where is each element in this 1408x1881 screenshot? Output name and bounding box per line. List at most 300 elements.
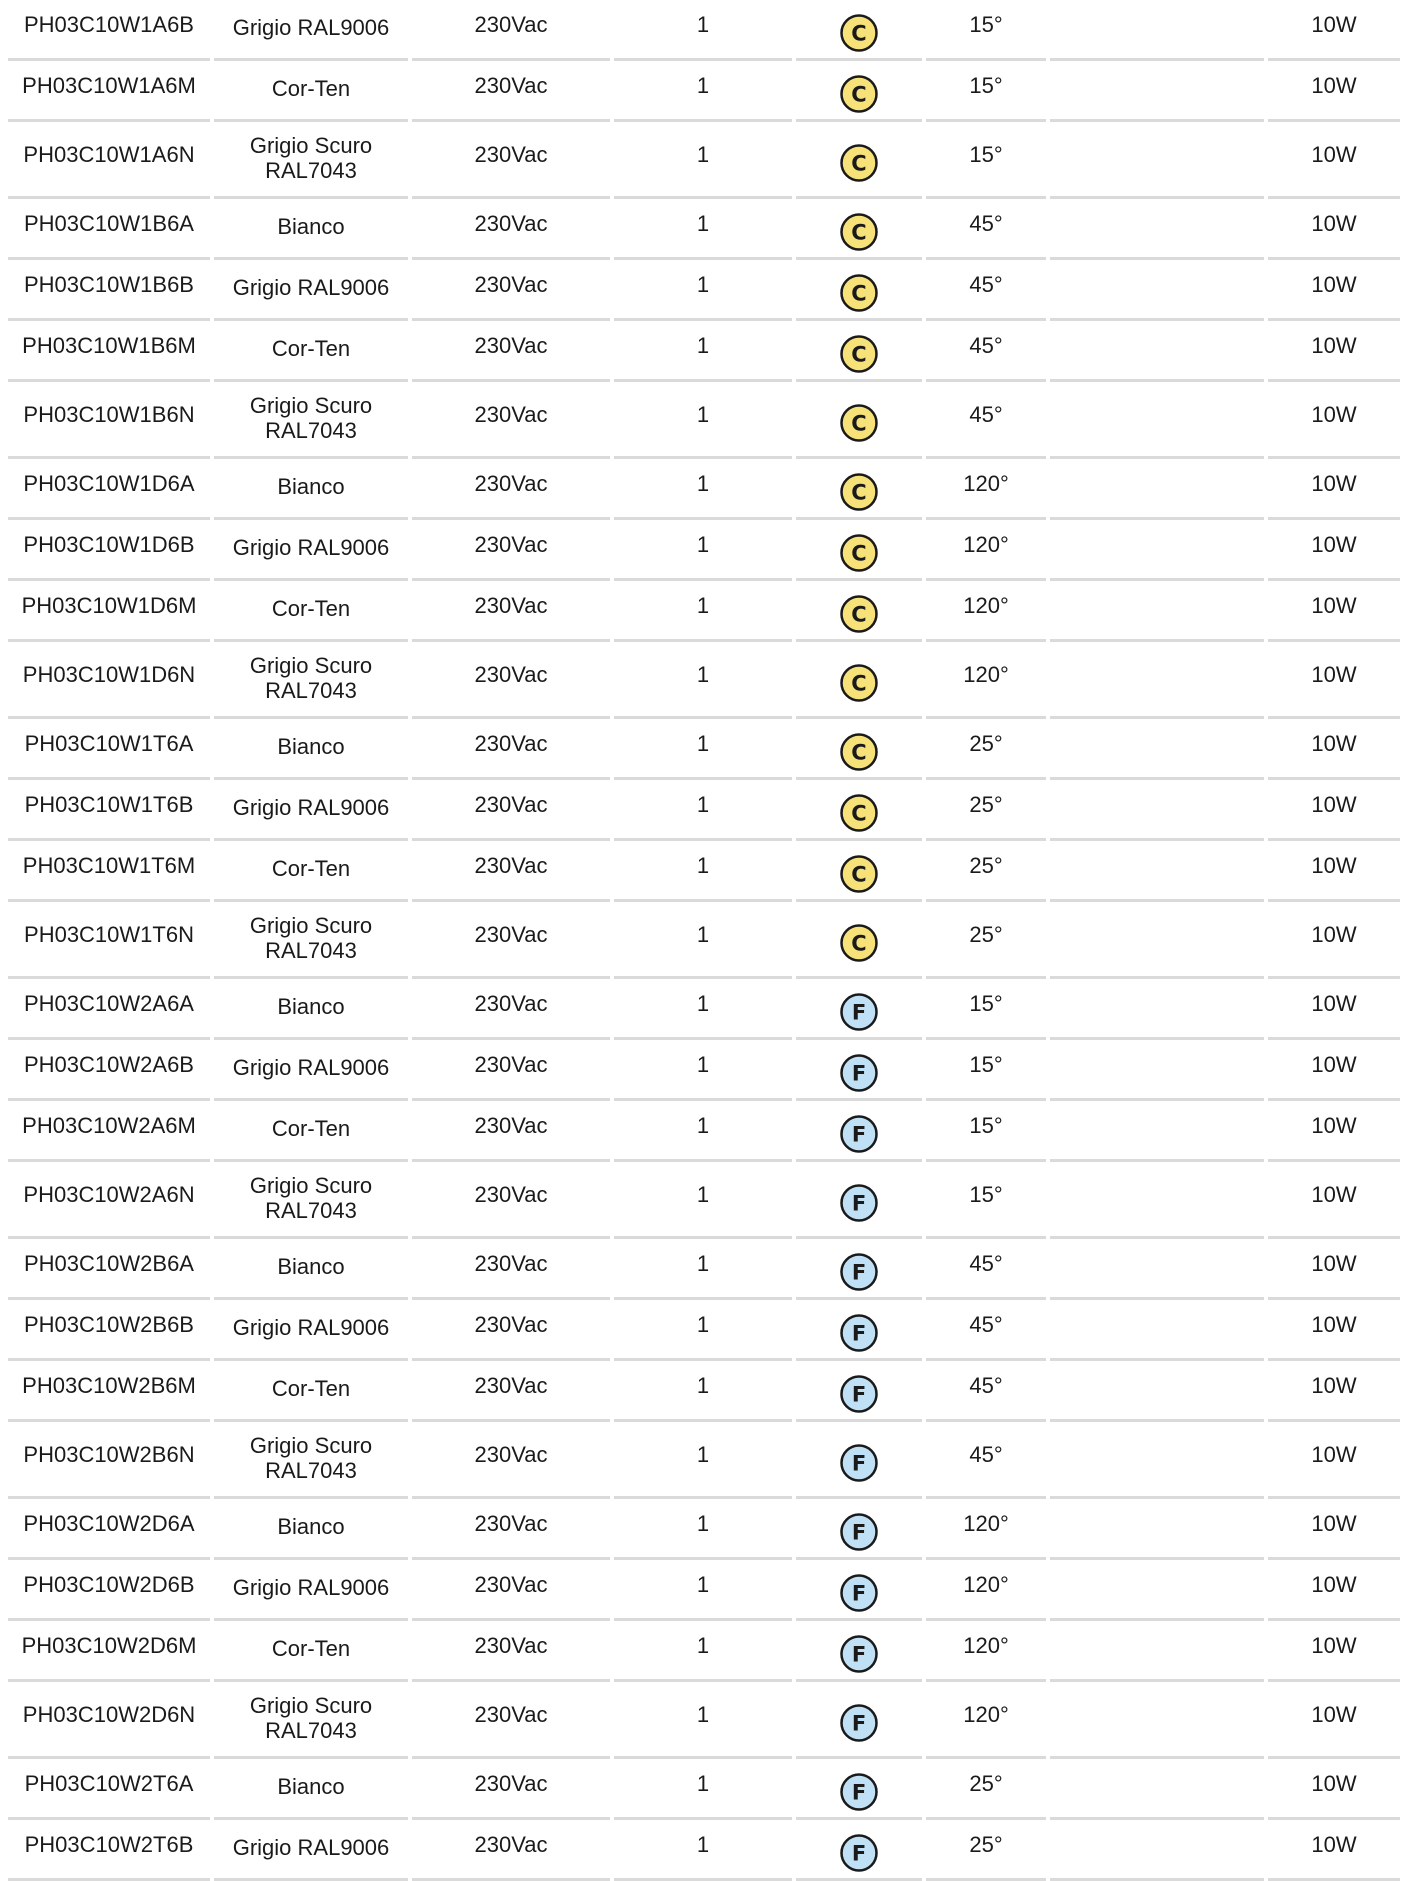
empty-cell bbox=[1050, 902, 1264, 979]
finish-color: Grigio RAL9006 bbox=[214, 1820, 408, 1881]
class-cell bbox=[796, 520, 922, 581]
svg-text:C: C bbox=[851, 342, 867, 367]
class-cell bbox=[796, 902, 922, 979]
product-code: PH03C10W2B6B bbox=[8, 1300, 210, 1361]
class-f-badge-icon bbox=[839, 1833, 879, 1873]
power: 10W bbox=[1268, 1239, 1400, 1300]
beam-angle: 45° bbox=[926, 1239, 1046, 1300]
quantity: 1 bbox=[614, 520, 792, 581]
product-code: PH03C10W1T6A bbox=[8, 719, 210, 780]
svg-text:F: F bbox=[851, 1642, 867, 1667]
empty-cell bbox=[1050, 260, 1264, 321]
svg-text:C: C bbox=[851, 151, 867, 176]
voltage: 230Vac bbox=[412, 520, 610, 581]
class-c-badge-icon bbox=[839, 793, 879, 833]
class-c-badge-icon bbox=[839, 533, 879, 573]
empty-cell bbox=[1050, 122, 1264, 199]
svg-text:F: F bbox=[851, 1520, 867, 1545]
beam-angle: 45° bbox=[926, 321, 1046, 382]
product-code: PH03C10W2B6A bbox=[8, 1239, 210, 1300]
finish-color: Bianco bbox=[214, 1239, 408, 1300]
svg-text:C: C bbox=[851, 82, 867, 107]
beam-angle: 25° bbox=[926, 1759, 1046, 1820]
table-row bbox=[0, 1422, 1408, 1499]
svg-text:F: F bbox=[851, 1841, 867, 1866]
power: 10W bbox=[1268, 1422, 1400, 1499]
quantity: 1 bbox=[614, 902, 792, 979]
class-c-badge-icon bbox=[839, 273, 879, 313]
beam-angle: 15° bbox=[926, 61, 1046, 122]
class-c-badge-icon bbox=[839, 212, 879, 252]
voltage: 230Vac bbox=[412, 1682, 610, 1759]
voltage: 230Vac bbox=[412, 1499, 610, 1560]
voltage: 230Vac bbox=[412, 1560, 610, 1621]
product-code: PH03C10W1D6N bbox=[8, 642, 210, 719]
product-code: PH03C10W2T6B bbox=[8, 1820, 210, 1881]
quantity: 1 bbox=[614, 321, 792, 382]
table-row bbox=[0, 1239, 1408, 1300]
empty-cell bbox=[1050, 0, 1264, 61]
class-c-badge-icon bbox=[839, 663, 879, 703]
class-f-badge-icon bbox=[839, 1183, 879, 1223]
power: 10W bbox=[1268, 1759, 1400, 1820]
finish-color: Cor-Ten bbox=[214, 61, 408, 122]
class-c-badge-icon bbox=[839, 143, 879, 183]
product-code: PH03C10W2B6M bbox=[8, 1361, 210, 1422]
empty-cell bbox=[1050, 1300, 1264, 1361]
power: 10W bbox=[1268, 719, 1400, 780]
product-code: PH03C10W1A6N bbox=[8, 122, 210, 199]
class-cell bbox=[796, 1300, 922, 1361]
quantity: 1 bbox=[614, 719, 792, 780]
svg-text:C: C bbox=[851, 281, 867, 306]
table-row bbox=[0, 0, 1408, 61]
class-cell bbox=[796, 1422, 922, 1499]
class-cell bbox=[796, 719, 922, 780]
class-f-badge-icon bbox=[839, 1114, 879, 1154]
finish-color: Grigio RAL9006 bbox=[214, 0, 408, 61]
empty-cell bbox=[1050, 382, 1264, 459]
beam-angle: 15° bbox=[926, 1101, 1046, 1162]
svg-text:C: C bbox=[851, 602, 867, 627]
power: 10W bbox=[1268, 459, 1400, 520]
quantity: 1 bbox=[614, 642, 792, 719]
power: 10W bbox=[1268, 1040, 1400, 1101]
quantity: 1 bbox=[614, 1499, 792, 1560]
empty-cell bbox=[1050, 1361, 1264, 1422]
voltage: 230Vac bbox=[412, 1300, 610, 1361]
class-cell bbox=[796, 382, 922, 459]
table-row bbox=[0, 1361, 1408, 1422]
svg-text:F: F bbox=[851, 1260, 867, 1285]
power: 10W bbox=[1268, 902, 1400, 979]
empty-cell bbox=[1050, 1560, 1264, 1621]
class-f-badge-icon bbox=[839, 1313, 879, 1353]
empty-cell bbox=[1050, 1239, 1264, 1300]
svg-text:F: F bbox=[851, 1382, 867, 1407]
beam-angle: 25° bbox=[926, 841, 1046, 902]
empty-cell bbox=[1050, 581, 1264, 642]
table-row bbox=[0, 199, 1408, 260]
class-cell bbox=[796, 979, 922, 1040]
class-cell bbox=[796, 199, 922, 260]
quantity: 1 bbox=[614, 1560, 792, 1621]
quantity: 1 bbox=[614, 61, 792, 122]
class-cell bbox=[796, 122, 922, 199]
class-cell bbox=[796, 1621, 922, 1682]
beam-angle: 15° bbox=[926, 0, 1046, 61]
quantity: 1 bbox=[614, 841, 792, 902]
svg-text:C: C bbox=[851, 411, 867, 436]
finish-color: Cor-Ten bbox=[214, 1361, 408, 1422]
table-row bbox=[0, 122, 1408, 199]
product-code: PH03C10W1B6B bbox=[8, 260, 210, 321]
product-code: PH03C10W1T6M bbox=[8, 841, 210, 902]
voltage: 230Vac bbox=[412, 1162, 610, 1239]
quantity: 1 bbox=[614, 1300, 792, 1361]
product-code: PH03C10W2D6M bbox=[8, 1621, 210, 1682]
quantity: 1 bbox=[614, 0, 792, 61]
power: 10W bbox=[1268, 61, 1400, 122]
power: 10W bbox=[1268, 1162, 1400, 1239]
voltage: 230Vac bbox=[412, 1422, 610, 1499]
product-code: PH03C10W2A6M bbox=[8, 1101, 210, 1162]
product-code: PH03C10W1B6A bbox=[8, 199, 210, 260]
voltage: 230Vac bbox=[412, 719, 610, 780]
table-row bbox=[0, 780, 1408, 841]
power: 10W bbox=[1268, 1560, 1400, 1621]
beam-angle: 120° bbox=[926, 1682, 1046, 1759]
product-code: PH03C10W1D6B bbox=[8, 520, 210, 581]
svg-text:C: C bbox=[851, 801, 867, 826]
beam-angle: 15° bbox=[926, 979, 1046, 1040]
table-row bbox=[0, 902, 1408, 979]
class-cell bbox=[796, 1361, 922, 1422]
power: 10W bbox=[1268, 260, 1400, 321]
beam-angle: 25° bbox=[926, 780, 1046, 841]
class-cell bbox=[796, 581, 922, 642]
empty-cell bbox=[1050, 1682, 1264, 1759]
quantity: 1 bbox=[614, 382, 792, 459]
quantity: 1 bbox=[614, 1759, 792, 1820]
class-f-badge-icon bbox=[839, 1053, 879, 1093]
voltage: 230Vac bbox=[412, 1820, 610, 1881]
class-f-badge-icon bbox=[839, 992, 879, 1032]
class-cell bbox=[796, 0, 922, 61]
finish-color: Grigio Scuro RAL7043 bbox=[214, 1422, 408, 1499]
class-cell bbox=[796, 1759, 922, 1820]
quantity: 1 bbox=[614, 780, 792, 841]
class-c-badge-icon bbox=[839, 854, 879, 894]
beam-angle: 120° bbox=[926, 459, 1046, 520]
finish-color: Grigio RAL9006 bbox=[214, 1300, 408, 1361]
product-code: PH03C10W2T6A bbox=[8, 1759, 210, 1820]
svg-text:C: C bbox=[851, 480, 867, 505]
finish-color: Grigio Scuro RAL7043 bbox=[214, 122, 408, 199]
beam-angle: 45° bbox=[926, 1422, 1046, 1499]
class-c-badge-icon bbox=[839, 594, 879, 634]
table-row bbox=[0, 260, 1408, 321]
table-row bbox=[0, 1759, 1408, 1820]
table-row bbox=[0, 61, 1408, 122]
power: 10W bbox=[1268, 199, 1400, 260]
empty-cell bbox=[1050, 780, 1264, 841]
product-code: PH03C10W1D6A bbox=[8, 459, 210, 520]
product-code: PH03C10W2D6A bbox=[8, 1499, 210, 1560]
svg-text:F: F bbox=[851, 1780, 867, 1805]
svg-text:C: C bbox=[851, 21, 867, 46]
beam-angle: 45° bbox=[926, 1361, 1046, 1422]
empty-cell bbox=[1050, 1621, 1264, 1682]
class-cell bbox=[796, 1560, 922, 1621]
power: 10W bbox=[1268, 382, 1400, 459]
finish-color: Bianco bbox=[214, 199, 408, 260]
voltage: 230Vac bbox=[412, 1101, 610, 1162]
product-code: PH03C10W1T6B bbox=[8, 780, 210, 841]
table-row bbox=[0, 1560, 1408, 1621]
finish-color: Bianco bbox=[214, 1759, 408, 1820]
finish-color: Grigio RAL9006 bbox=[214, 1560, 408, 1621]
finish-color: Bianco bbox=[214, 719, 408, 780]
power: 10W bbox=[1268, 1101, 1400, 1162]
table-row bbox=[0, 719, 1408, 780]
voltage: 230Vac bbox=[412, 780, 610, 841]
class-f-badge-icon bbox=[839, 1772, 879, 1812]
class-c-badge-icon bbox=[839, 472, 879, 512]
voltage: 230Vac bbox=[412, 979, 610, 1040]
table-row bbox=[0, 1682, 1408, 1759]
class-c-badge-icon bbox=[839, 923, 879, 963]
finish-color: Grigio Scuro RAL7043 bbox=[214, 382, 408, 459]
empty-cell bbox=[1050, 1040, 1264, 1101]
product-code: PH03C10W1T6N bbox=[8, 902, 210, 979]
product-code: PH03C10W1D6M bbox=[8, 581, 210, 642]
table-row bbox=[0, 459, 1408, 520]
beam-angle: 45° bbox=[926, 382, 1046, 459]
finish-color: Grigio Scuro RAL7043 bbox=[214, 1162, 408, 1239]
product-code: PH03C10W2B6N bbox=[8, 1422, 210, 1499]
class-f-badge-icon bbox=[839, 1703, 879, 1743]
svg-text:C: C bbox=[851, 931, 867, 956]
voltage: 230Vac bbox=[412, 1040, 610, 1101]
voltage: 230Vac bbox=[412, 260, 610, 321]
class-cell bbox=[796, 841, 922, 902]
voltage: 230Vac bbox=[412, 122, 610, 199]
svg-text:F: F bbox=[851, 1122, 867, 1147]
beam-angle: 120° bbox=[926, 520, 1046, 581]
voltage: 230Vac bbox=[412, 642, 610, 719]
finish-color: Grigio Scuro RAL7043 bbox=[214, 902, 408, 979]
voltage: 230Vac bbox=[412, 0, 610, 61]
beam-angle: 120° bbox=[926, 642, 1046, 719]
quantity: 1 bbox=[614, 1162, 792, 1239]
svg-text:F: F bbox=[851, 1000, 867, 1025]
class-cell bbox=[796, 1101, 922, 1162]
empty-cell bbox=[1050, 459, 1264, 520]
finish-color: Grigio RAL9006 bbox=[214, 780, 408, 841]
class-cell bbox=[796, 780, 922, 841]
table-row bbox=[0, 581, 1408, 642]
voltage: 230Vac bbox=[412, 581, 610, 642]
power: 10W bbox=[1268, 1682, 1400, 1759]
class-c-badge-icon bbox=[839, 74, 879, 114]
voltage: 230Vac bbox=[412, 1759, 610, 1820]
beam-angle: 120° bbox=[926, 1499, 1046, 1560]
quantity: 1 bbox=[614, 1101, 792, 1162]
table-row bbox=[0, 1820, 1408, 1881]
class-cell bbox=[796, 459, 922, 520]
product-code: PH03C10W2A6A bbox=[8, 979, 210, 1040]
power: 10W bbox=[1268, 122, 1400, 199]
svg-text:F: F bbox=[851, 1711, 867, 1736]
voltage: 230Vac bbox=[412, 841, 610, 902]
svg-text:F: F bbox=[851, 1581, 867, 1606]
table-row bbox=[0, 841, 1408, 902]
power: 10W bbox=[1268, 841, 1400, 902]
quantity: 1 bbox=[614, 199, 792, 260]
empty-cell bbox=[1050, 321, 1264, 382]
empty-cell bbox=[1050, 1499, 1264, 1560]
finish-color: Bianco bbox=[214, 1499, 408, 1560]
product-code: PH03C10W2D6B bbox=[8, 1560, 210, 1621]
empty-cell bbox=[1050, 841, 1264, 902]
power: 10W bbox=[1268, 581, 1400, 642]
class-f-badge-icon bbox=[839, 1443, 879, 1483]
empty-cell bbox=[1050, 520, 1264, 581]
voltage: 230Vac bbox=[412, 1621, 610, 1682]
svg-text:C: C bbox=[851, 671, 867, 696]
voltage: 230Vac bbox=[412, 61, 610, 122]
class-cell bbox=[796, 1682, 922, 1759]
class-cell bbox=[796, 642, 922, 719]
power: 10W bbox=[1268, 979, 1400, 1040]
beam-angle: 25° bbox=[926, 1820, 1046, 1881]
svg-text:F: F bbox=[851, 1451, 867, 1476]
power: 10W bbox=[1268, 1621, 1400, 1682]
table-row bbox=[0, 1101, 1408, 1162]
class-c-badge-icon bbox=[839, 13, 879, 53]
beam-angle: 45° bbox=[926, 1300, 1046, 1361]
svg-text:C: C bbox=[851, 740, 867, 765]
voltage: 230Vac bbox=[412, 321, 610, 382]
class-f-badge-icon bbox=[839, 1512, 879, 1552]
svg-text:C: C bbox=[851, 541, 867, 566]
empty-cell bbox=[1050, 1422, 1264, 1499]
table-row bbox=[0, 1621, 1408, 1682]
class-cell bbox=[796, 1820, 922, 1881]
power: 10W bbox=[1268, 1361, 1400, 1422]
table-row bbox=[0, 979, 1408, 1040]
power: 10W bbox=[1268, 1820, 1400, 1881]
product-code: PH03C10W2A6B bbox=[8, 1040, 210, 1101]
empty-cell bbox=[1050, 199, 1264, 260]
quantity: 1 bbox=[614, 1422, 792, 1499]
finish-color: Cor-Ten bbox=[214, 841, 408, 902]
quantity: 1 bbox=[614, 260, 792, 321]
quantity: 1 bbox=[614, 1621, 792, 1682]
finish-color: Cor-Ten bbox=[214, 321, 408, 382]
finish-color: Bianco bbox=[214, 979, 408, 1040]
beam-angle: 15° bbox=[926, 122, 1046, 199]
empty-cell bbox=[1050, 61, 1264, 122]
quantity: 1 bbox=[614, 979, 792, 1040]
class-c-badge-icon bbox=[839, 732, 879, 772]
class-c-badge-icon bbox=[839, 403, 879, 443]
svg-text:F: F bbox=[851, 1061, 867, 1086]
table-row bbox=[0, 1499, 1408, 1560]
beam-angle: 45° bbox=[926, 260, 1046, 321]
empty-cell bbox=[1050, 719, 1264, 780]
power: 10W bbox=[1268, 780, 1400, 841]
product-code: PH03C10W1A6B bbox=[8, 0, 210, 61]
class-cell bbox=[796, 1239, 922, 1300]
power: 10W bbox=[1268, 520, 1400, 581]
table-row bbox=[0, 520, 1408, 581]
finish-color: Cor-Ten bbox=[214, 1101, 408, 1162]
empty-cell bbox=[1050, 1820, 1264, 1881]
class-cell bbox=[796, 61, 922, 122]
quantity: 1 bbox=[614, 1040, 792, 1101]
power: 10W bbox=[1268, 1300, 1400, 1361]
empty-cell bbox=[1050, 642, 1264, 719]
table-row bbox=[0, 642, 1408, 719]
class-f-badge-icon bbox=[839, 1634, 879, 1674]
finish-color: Bianco bbox=[214, 459, 408, 520]
power: 10W bbox=[1268, 0, 1400, 61]
quantity: 1 bbox=[614, 459, 792, 520]
finish-color: Cor-Ten bbox=[214, 1621, 408, 1682]
product-code: PH03C10W1B6M bbox=[8, 321, 210, 382]
quantity: 1 bbox=[614, 1820, 792, 1881]
svg-text:C: C bbox=[851, 220, 867, 245]
quantity: 1 bbox=[614, 1361, 792, 1422]
class-c-badge-icon bbox=[839, 334, 879, 374]
product-code: PH03C10W2D6N bbox=[8, 1682, 210, 1759]
table-row bbox=[0, 1300, 1408, 1361]
product-code: PH03C10W2A6N bbox=[8, 1162, 210, 1239]
beam-angle: 25° bbox=[926, 902, 1046, 979]
beam-angle: 15° bbox=[926, 1162, 1046, 1239]
table-row bbox=[0, 382, 1408, 459]
power: 10W bbox=[1268, 321, 1400, 382]
beam-angle: 120° bbox=[926, 1560, 1046, 1621]
quantity: 1 bbox=[614, 122, 792, 199]
voltage: 230Vac bbox=[412, 902, 610, 979]
product-code: PH03C10W1A6M bbox=[8, 61, 210, 122]
finish-color: Grigio RAL9006 bbox=[214, 1040, 408, 1101]
class-f-badge-icon bbox=[839, 1573, 879, 1613]
power: 10W bbox=[1268, 642, 1400, 719]
beam-angle: 25° bbox=[926, 719, 1046, 780]
voltage: 230Vac bbox=[412, 199, 610, 260]
beam-angle: 120° bbox=[926, 581, 1046, 642]
empty-cell bbox=[1050, 1759, 1264, 1820]
table-row bbox=[0, 321, 1408, 382]
finish-color: Grigio RAL9006 bbox=[214, 260, 408, 321]
class-f-badge-icon bbox=[839, 1252, 879, 1292]
quantity: 1 bbox=[614, 1682, 792, 1759]
svg-text:C: C bbox=[851, 862, 867, 887]
table-row bbox=[0, 1040, 1408, 1101]
quantity: 1 bbox=[614, 581, 792, 642]
svg-text:F: F bbox=[851, 1321, 867, 1346]
svg-text:F: F bbox=[851, 1191, 867, 1216]
class-cell bbox=[796, 321, 922, 382]
class-cell bbox=[796, 1162, 922, 1239]
beam-angle: 45° bbox=[926, 199, 1046, 260]
empty-cell bbox=[1050, 1101, 1264, 1162]
quantity: 1 bbox=[614, 1239, 792, 1300]
